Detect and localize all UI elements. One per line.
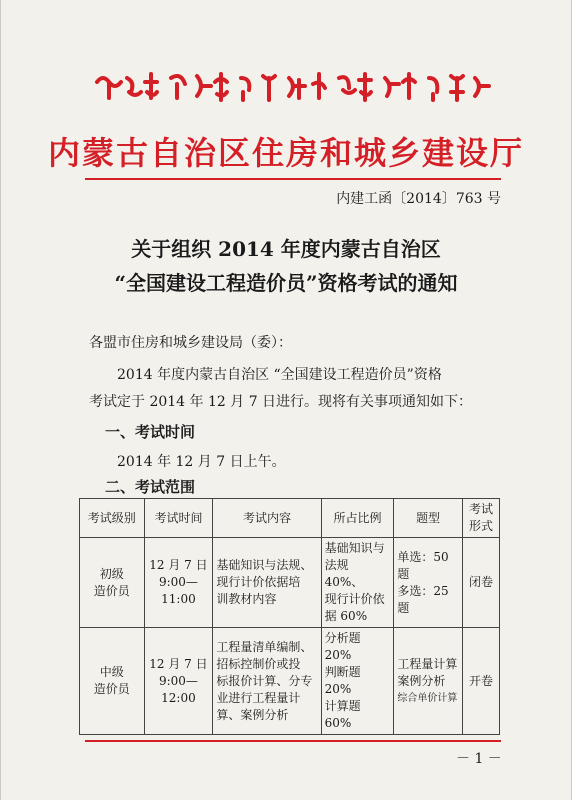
cell-form: 闭卷 [463,538,500,628]
cell-ratio [321,628,394,735]
cell-line: 多选：25 题 [397,583,449,615]
cell-content [213,628,321,735]
cell-line: 现行计价依 [324,592,385,606]
document-number: 内建工函〔2014〕763 号 [336,191,501,207]
cell-line: 造价员 [93,682,130,696]
exam-scope-table [79,498,500,735]
cell-line: 工程量清单编制、 [216,639,313,654]
cell-line: 招标控制价或投 [216,656,301,671]
cell-line: 计算题 60% [324,699,361,730]
header-cell-time: 考试时间 [144,499,213,538]
cell-level [80,628,145,735]
section1-heading: 一、考试时间 [105,423,196,441]
cell-type [394,628,463,735]
section2-heading: 二、考试范围 [105,478,196,496]
cell-time [144,628,213,735]
page-number: － 1 － [456,751,502,767]
cell-time [144,538,213,628]
cell-type [394,538,463,628]
notice-title [1,232,571,300]
header-cell-level: 考试级别 [80,499,145,538]
cell-line: 12 月 7 日 [149,558,208,572]
cell-line: 案例分析 [397,673,446,688]
section1-text: 2014 年 12 月 7 日上午。 [117,454,286,470]
cell-line: 标报价计算、分专 [216,673,313,688]
cell-line: 造价员 [93,583,130,598]
header-cell-content: 考试内容 [213,499,321,538]
cell-line: 法规 40%、 [324,558,364,589]
cell-line: 训教材内容 [216,592,277,606]
header-cell-form [463,499,500,538]
cell-line: 9:00—11:00 [158,575,198,606]
cell-line: 算、案例分析 [216,707,289,722]
cell-line: 基础知识与法规、 [216,558,313,572]
cell-line: 判断题 20% [324,665,361,696]
cell-line: 综合单价计算 [397,692,458,704]
cell-line: 12 月 7 日 [149,656,208,671]
cell-line: 单选：50 题 [397,549,449,581]
header-red-rule [85,178,501,180]
table-row [80,628,500,735]
intro-line2: 考试定于 2014 年 12 月 7 日进行。现将有关事项通知如下： [89,394,473,410]
cell-form: 开卷 [463,628,500,735]
salutation: 各盟市住房和城乡建设局（委）： [89,335,292,351]
cell-line: 业进行工程量计 [216,690,301,705]
table-row [80,538,500,628]
cell-line: 工程量计算 [397,656,458,671]
cell-line: 据 60% [324,609,368,623]
cell-line: 基础知识与 [324,541,385,555]
cell-level [80,538,145,628]
cell-line: 9:00—12:00 [158,673,198,705]
table-header-row [80,499,500,538]
issuer-banner-title: 内蒙古自治区住房和城乡建设厅 [47,134,524,172]
header-cell-ratio: 所占比例 [321,499,394,538]
cell-content [213,538,321,628]
cell-ratio [321,538,394,628]
cell-line: 分析题 20% [324,631,361,662]
cell-line: 现行计价依据培 [216,575,301,589]
footer-red-rule [85,740,501,742]
header-cell-type: 题型 [394,499,463,538]
notice-title-line1: 关于组织 2014 年度内蒙古自治区 [131,237,441,261]
intro-line1: 2014 年度内蒙古自治区 “全国建设工程造价员”资格 [117,367,442,383]
cell-line: 中级 [99,665,124,679]
cell-line: 初级 [99,566,124,581]
notice-title-line2: “全国建设工程造价员”资格考试的通知 [114,271,458,295]
mongolian-script-emblem [93,62,493,112]
header-cell-form-text: 考试形式 [468,502,493,533]
